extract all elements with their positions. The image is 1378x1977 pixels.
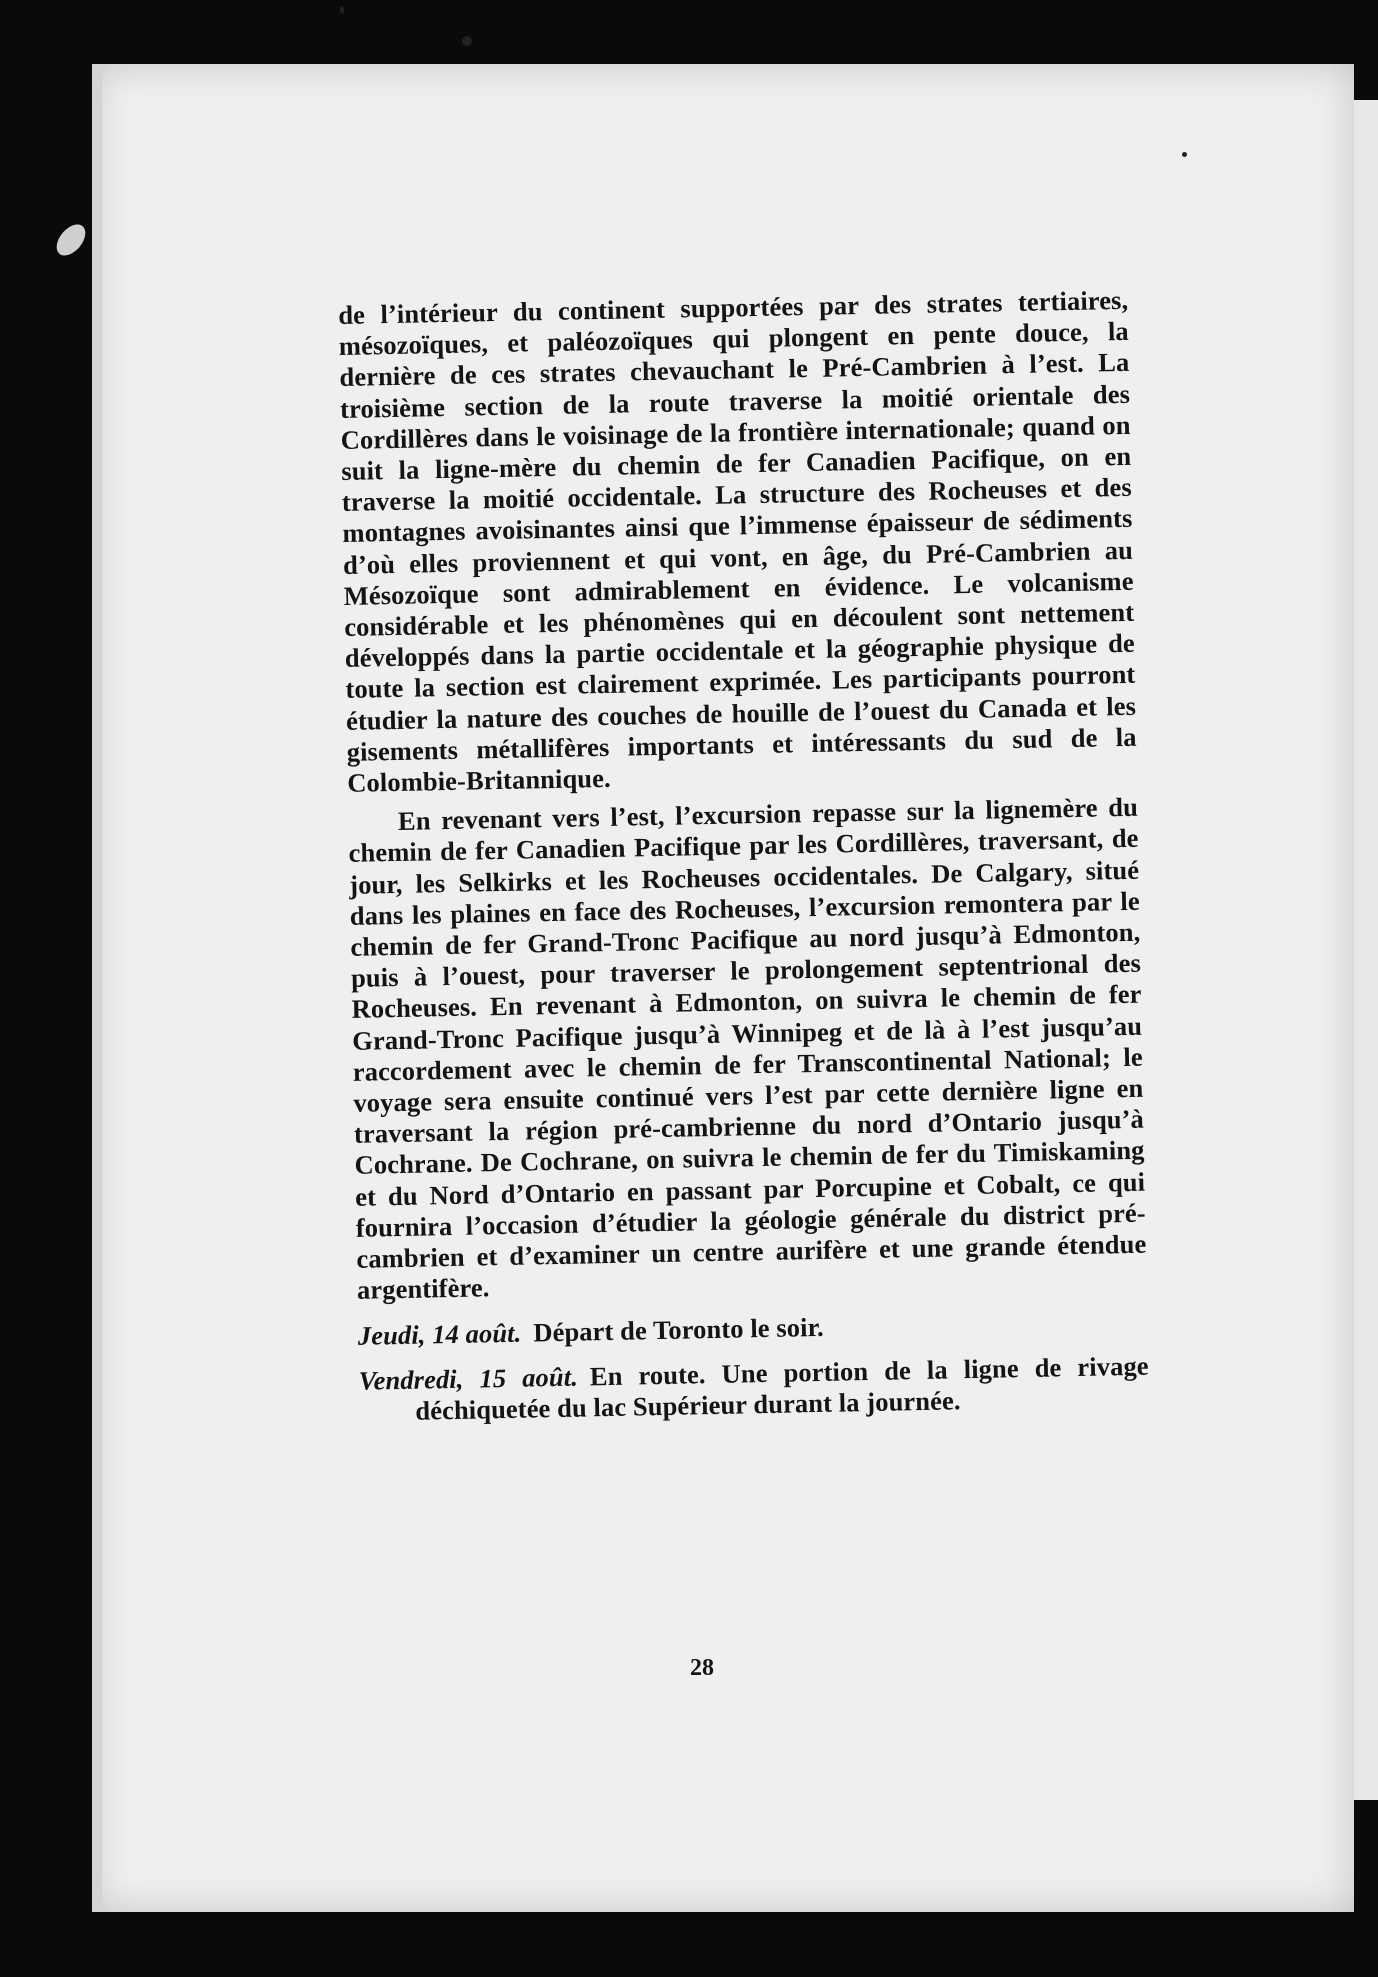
- itinerary-entry: [358, 1305, 1148, 1351]
- entry-date: Jeudi, 14 août.: [357, 1317, 522, 1351]
- scan-speck: [51, 219, 91, 261]
- paragraph: En revenant vers l’est, l’excursion repasse sur la lignemère du chemin de fer Canadien Pacifique par les Cordillères, traversant, de jour, les Selkirks et les Rocheuses occidentales. De Calgary, situé dans les plaines en face des Rocheuses, l’excursion remontera par le chemin de fer Grand-Tronc Pacifique au nord jusqu’à Edmonton, puis à l’ouest, pour traverser le prolongement septentrional des Rocheuses. En revenant à Edmonton, on suivra le chemin de fer Grand-Tronc Pacifique jusqu’à Winnipeg et de là à l’est jusqu’au raccordement avec le chemin de fer Transcontinental National; le voyage sera ensuite continué vers l’est par cette dernière ligne en traversant la région pré-cambrienne du nord d’Ontario jusqu’à Cochrane. De Cochrane, on suivra le chemin de fer du Timiskaming et du Nord d’Ontario en passant par Porcupine et Cobalt, ce qui fournira l’occasion d’étudier la géologie générale du district pré-cambrien et d’examiner un centre aurifère et une grande étendue argentifère.: [348, 791, 1147, 1306]
- entry-date: Vendredi, 15 août.: [358, 1361, 579, 1396]
- scan-speck: [340, 6, 344, 14]
- page-number: 28: [690, 1655, 714, 1681]
- page-fold-shadow: [92, 64, 102, 1912]
- scan-speck: [462, 36, 472, 46]
- paragraph: de l’intérieur du continent supportées par des strates tertiaires, mésozoïques, et paléozoïques qui plongent en pente douce, la dernière de ces strates chevauchant le Pré-Cambrien à l’est. La troisième section de la route traverse la moitié orientale des Cordillères dans le voisinage de la frontière internationale; quand on suit la ligne-mère du chemin de fer Canadien Pacifique, on en traverse la moitié occidentale. La structure des Rocheuses et des montagnes avoisinantes ainsi que l’immense épaisseur de sédiments d’où elles proviennent et qui vont, en âge, du Pré-Cambrien au Mésozoïque sont admirablement en évidence. Le volcanisme considérable et les phénomènes qui en découlent sont nettement développés dans la partie occidentale et la géographie physique de toute la section est clairement exprimée. Les participants pourront étudier la nature des couches de houille de l’ouest du Canada et les gisements métallifères importants et intéressants du sud de la Colombie-Britannique.: [338, 284, 1137, 798]
- adjacent-page-edge: [1354, 100, 1378, 1800]
- entry-text: Départ de Toronto le soir.: [533, 1311, 825, 1347]
- scan-speck: [1182, 152, 1187, 157]
- body-text: [338, 285, 1150, 1428]
- entry-text: En route. Une portion de la ligne de rivage déchiquetée du lac Supérieur durant la journée.: [415, 1350, 1149, 1426]
